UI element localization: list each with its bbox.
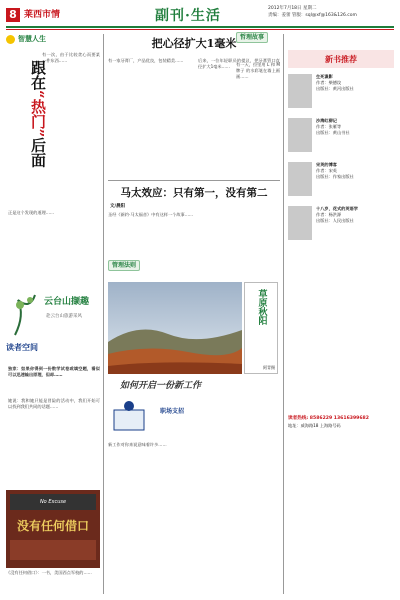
col-divider — [283, 34, 284, 594]
article2-body: 圣经《新约·马太福音》中有这样一个故事…… — [108, 212, 194, 217]
guan-li-title: 管理法则 — [108, 260, 140, 271]
yun-block — [6, 290, 100, 360]
book-caption: 《没有任何借口》：一书，美国西点军校的…… — [6, 570, 92, 575]
date-text: 2012年7月18日 星期二 — [268, 6, 317, 11]
script-title: 如何开启一份新工作 — [120, 381, 202, 391]
big-title-c: 后面 — [29, 137, 47, 168]
book-name: 宋英的博客 — [316, 162, 337, 167]
landscape-photo — [108, 282, 242, 374]
book-item — [288, 74, 394, 108]
zhi-chang-title: 职场支招 — [160, 408, 185, 415]
book-press: 出版社：人民出版社 — [316, 218, 354, 224]
col-divider — [103, 34, 104, 594]
book-author: 作者：张雁等 — [316, 124, 342, 130]
book-list — [288, 74, 394, 240]
book-art — [10, 540, 96, 560]
col1-block — [6, 34, 100, 44]
article1-body2: 后来，一位年轻职员的提议，把牙膏管口直径扩大1毫米…… — [198, 58, 280, 70]
header-rule-accent — [6, 29, 394, 30]
book-press: 出版社：黄山书社 — [316, 130, 350, 136]
book-press: 出版社：黄河出版社 — [316, 86, 354, 92]
body3: 独家：如果你得到一份数学试卷或填空题，看似可以迅速输出原理，但却…… — [8, 366, 100, 378]
hotline-text: 读者热线: 8586229 13616399682 — [288, 416, 369, 421]
page-number: 8 — [6, 8, 20, 22]
reader-space-title: 读者空间 — [6, 343, 38, 352]
book-thumb — [288, 118, 312, 152]
book-cover — [6, 490, 100, 568]
ink-painting — [10, 290, 40, 340]
body2: 正是这个发现的道理…… — [8, 210, 55, 215]
yun-caption: 赴云台山旅游采风 — [46, 314, 82, 319]
book-item — [288, 118, 394, 152]
book-author: 作者：宋英 — [316, 168, 337, 174]
book-name: 生死谍影 — [316, 74, 333, 79]
hotline — [288, 416, 394, 430]
article1-body-left — [108, 58, 194, 176]
book-item — [288, 206, 394, 240]
article1-title: 把心径扩大1毫米 — [151, 37, 237, 50]
book-thumb — [288, 206, 312, 240]
big-title-a: 跟在 — [29, 60, 47, 90]
editor-text: 责编：姜蕾 管服：sql@xf@163&126.com — [268, 12, 357, 18]
photographer: 阿青摄 — [263, 365, 275, 371]
yun-title: 云台山撷趣 — [44, 297, 90, 307]
zhi-chang-icon — [108, 398, 158, 438]
big-title — [10, 60, 46, 200]
zhi-hui-title: 智慧人生 — [18, 35, 46, 43]
zhe-li-title: 哲理故事 — [236, 32, 268, 43]
zhe-li-box — [236, 34, 280, 56]
xin-shu-title: 新书推荐 — [325, 54, 357, 64]
header-rule — [6, 26, 394, 28]
photo-caption: 草原秋阳 — [256, 289, 267, 325]
col1-body1 — [42, 52, 100, 202]
zhi-chang-body: 新工作对你来说意味着许多…… — [108, 442, 167, 447]
body1: 有一次，由于比较贪心而要某一件东西…… — [42, 52, 100, 64]
book-author: 作者：杨洪源 — [316, 212, 342, 218]
contact-text: 地址：威海路18 上海路号码 — [288, 422, 341, 428]
article1-body: 有一家牙膏厂，产品优良，包装精美…… — [108, 58, 184, 63]
book-sub: No Excuse — [10, 494, 96, 510]
section-name: 莱西市情 — [24, 10, 61, 20]
photo-caption-box — [244, 282, 278, 374]
col1-body4 — [8, 398, 100, 488]
book-press: 出版社：作家出版社 — [316, 174, 354, 180]
col1-body3 — [8, 366, 100, 396]
book-thumb — [288, 162, 312, 196]
book-name: 十八岁，花式的英语学 — [316, 206, 358, 211]
article2-byline: 文/晨阳 — [110, 204, 126, 209]
book-thumb — [288, 74, 312, 108]
lightbulb-icon — [6, 35, 15, 44]
col1-body2 — [8, 210, 100, 280]
body4: 她说：我和她只能是冒险的活动中，我们开始可以找到我们共同的话题…… — [8, 398, 100, 410]
article2-title: 马太效应：只有第一，没有第二 — [120, 187, 268, 199]
masthead: 副刊·生活 — [155, 8, 221, 24]
guan-li-tag — [108, 262, 140, 271]
xin-shu-banner — [288, 50, 394, 68]
zhe-li-body: 有一天，拉里用 L 和 M 牌子 的水彩笔在墙上画画…… — [236, 62, 280, 80]
dateline — [268, 6, 357, 20]
book-title: 没有任何借口 — [16, 519, 89, 533]
book-item — [288, 162, 394, 196]
book-author: 作者：柴德纹 — [316, 80, 342, 86]
book-name: 沙海红柳记 — [316, 118, 337, 123]
big-title-b: “热门” — [29, 90, 47, 138]
